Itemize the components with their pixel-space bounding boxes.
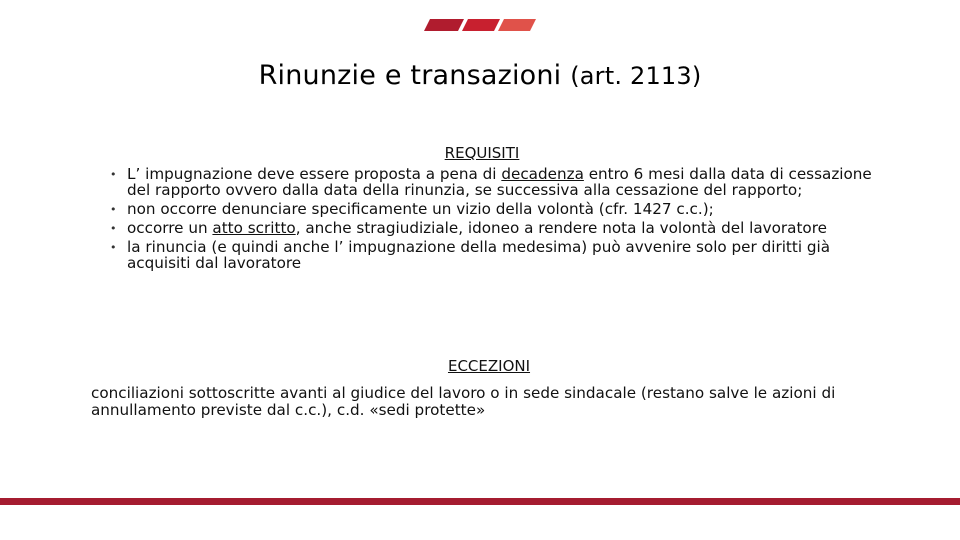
list-item: • occorre un atto scritto, anche stragiudiziale, idoneo a rendere nota la volontà del lavoratore (106, 221, 882, 237)
requisiti-list (106, 167, 882, 275)
eccezioni-heading: ECCEZIONI (447, 357, 531, 375)
title-article: (art. 2113) (570, 62, 702, 90)
logo-bar-3 (498, 19, 536, 31)
list-item: • L’ impugnazione deve essere proposta a pena di decadenza entro 6 mesi dalla data di cessazione del rapporto ovvero dalla data della rinunzia, se successiva alla cessazione del rapporto; (106, 167, 882, 198)
logo-bar-1 (424, 19, 464, 31)
list-item: • non occorre denunciare specificamente un vizio della volontà (cfr. 1427 c.c.); (106, 202, 882, 218)
eccezioni-text: conciliazioni sottoscritte avanti al giudice del lavoro o in sede sindacale (restano salve le azioni di annullamento previste dal c.c.), c.d. «sedi protette» (91, 384, 836, 419)
slide-title (0, 60, 960, 91)
logo-bars-icon (424, 19, 536, 31)
list-item: • la rinuncia (e quindi anche l’ impugnazione della medesima) può avvenire solo per diritti già acquisiti dal lavoratore (106, 240, 882, 271)
requisiti-heading: REQUISITI (444, 144, 520, 162)
title-main: Rinunzie e transazioni (258, 60, 562, 91)
underlined-term: decadenza (501, 165, 584, 183)
bottom-accent-bar (0, 498, 960, 505)
logo-bar-2 (462, 19, 500, 31)
underlined-term: atto scritto (212, 218, 296, 237)
